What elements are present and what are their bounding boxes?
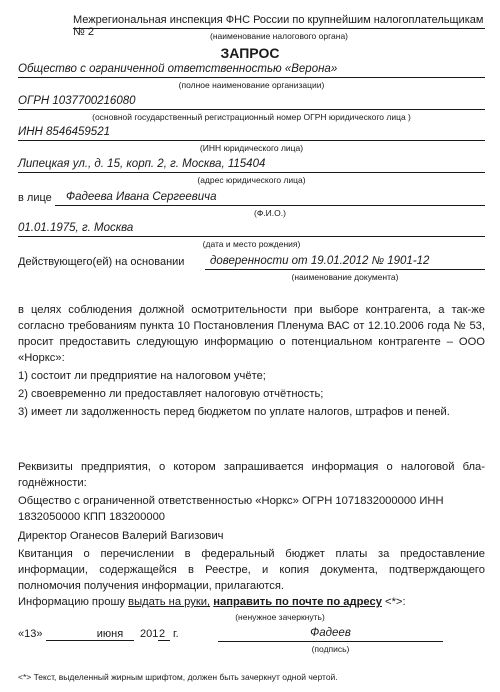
delivery-line — [18, 594, 406, 610]
document-title: ЗАПРОС — [220, 45, 280, 61]
counterparty-director: Директор Оганесов Валерий Вагизович — [18, 530, 224, 542]
tax-authority-name: Межрегиональная инспекция ФНС России по крупнейшим налогоплательщикам № 2 — [73, 14, 484, 38]
acting-prefix: Действующего(ей) на основании — [18, 256, 185, 268]
signature-year-prefix: 201 — [140, 628, 159, 640]
signature-caption: (подпись) — [311, 644, 350, 654]
ogrn-caption: (основной государственный регистрационный номер ОГРН юридического лица ) — [92, 112, 411, 122]
inn-underline — [18, 140, 485, 141]
request-item-2: 2) своевременно ли предоставляет налоговую отчётность; — [18, 388, 324, 400]
basis-caption: (наименование документа) — [291, 272, 399, 282]
year-underline — [158, 640, 170, 641]
counterparty-requisites: Общество с ограниченной ответственностью «Норкс» ОГРН 1071832000000 ИНН 1832050000 КПП 183200000 — [18, 495, 444, 523]
requisites-intro: Реквизиты предприятия, о котором запрашивается информация о налоговой бла-годнёжности: — [18, 461, 485, 489]
delivery-prefix: Информацию прошу — [18, 596, 126, 608]
signature-year-unit: г. — [173, 628, 179, 640]
org-name-caption: (полное наименование организации) — [178, 80, 325, 90]
delivery-caption: (ненужное зачеркнуть) — [235, 612, 325, 622]
request-intro: в целях соблюдения должной осмотрительности при выборе контрагента, а так-же согласно требованиям пункта 10 Постановления Пленума ВАС от 12.10.2006 года № 53, просит предоставить следующую информацию о потенциальном контрагенте – ООО «Норкс»: — [18, 304, 485, 364]
delivery-by-hand: выдать на руки, — [128, 596, 211, 608]
person-name-caption: (Ф.И.О.) — [254, 208, 286, 218]
signature-year-suffix: 2 — [158, 628, 166, 640]
org-name-underline — [18, 77, 485, 78]
org-full-name: Общество с ограниченной ответственностью «Верона» — [18, 63, 338, 75]
day-month-gap — [46, 640, 86, 641]
address-underline — [18, 172, 485, 173]
month-underline — [86, 640, 134, 641]
org-address: Липецкая ул., д. 15, корп. 2, г. Москва, 115404 — [18, 158, 266, 170]
signature-underline — [218, 641, 443, 642]
authority-caption: (наименование налогового органа) — [209, 31, 348, 41]
person-birth: 01.01.1975, г. Москва — [18, 222, 134, 234]
birth-caption: (дата и место рождения) — [202, 239, 301, 249]
signer-name: Фадеев — [310, 627, 351, 639]
person-prefix: в лице — [18, 192, 52, 204]
person-name: Фадеева Ивана Сергеевича — [66, 191, 217, 203]
request-item-1: 1) состоит ли предприятие на налоговом учёте; — [18, 370, 266, 382]
org-ogrn: ОГРН 1037700216080 — [18, 95, 136, 107]
inn-caption: (ИНН юридического лица) — [199, 143, 304, 153]
address-caption: (адрес юридического лица) — [197, 175, 306, 185]
org-inn: ИНН 8546459521 — [18, 126, 110, 138]
ogrn-underline — [18, 109, 485, 110]
payment-receipt-note: Квитанция о перечислении в федеральный бюджет платы за предоставление информации, содержащейся в Реестре, и копия документа, подтверждающего полномочия получения информации, прилагаются. — [18, 548, 485, 592]
birth-underline — [18, 236, 485, 237]
signature-day: «13» — [18, 628, 43, 640]
basis-underline — [205, 269, 485, 270]
authority-basis: доверенности от 19.01.2012 № 1901-12 — [210, 255, 430, 267]
delivery-footnote-mark: <*>: — [385, 596, 406, 608]
signature-month: июня — [96, 628, 124, 640]
footnote: <*> Текст, выделенный жирным шрифтом, должен быть зачеркнут одной чертой. — [18, 672, 338, 682]
delivery-by-post: направить по почте по адресу — [213, 596, 382, 608]
request-item-3: 3) имеет ли задолженность перед бюджетом по уплате налогов, штрафов и пеней. — [18, 406, 450, 418]
person-name-underline — [55, 205, 485, 206]
authority-underline — [73, 28, 485, 29]
